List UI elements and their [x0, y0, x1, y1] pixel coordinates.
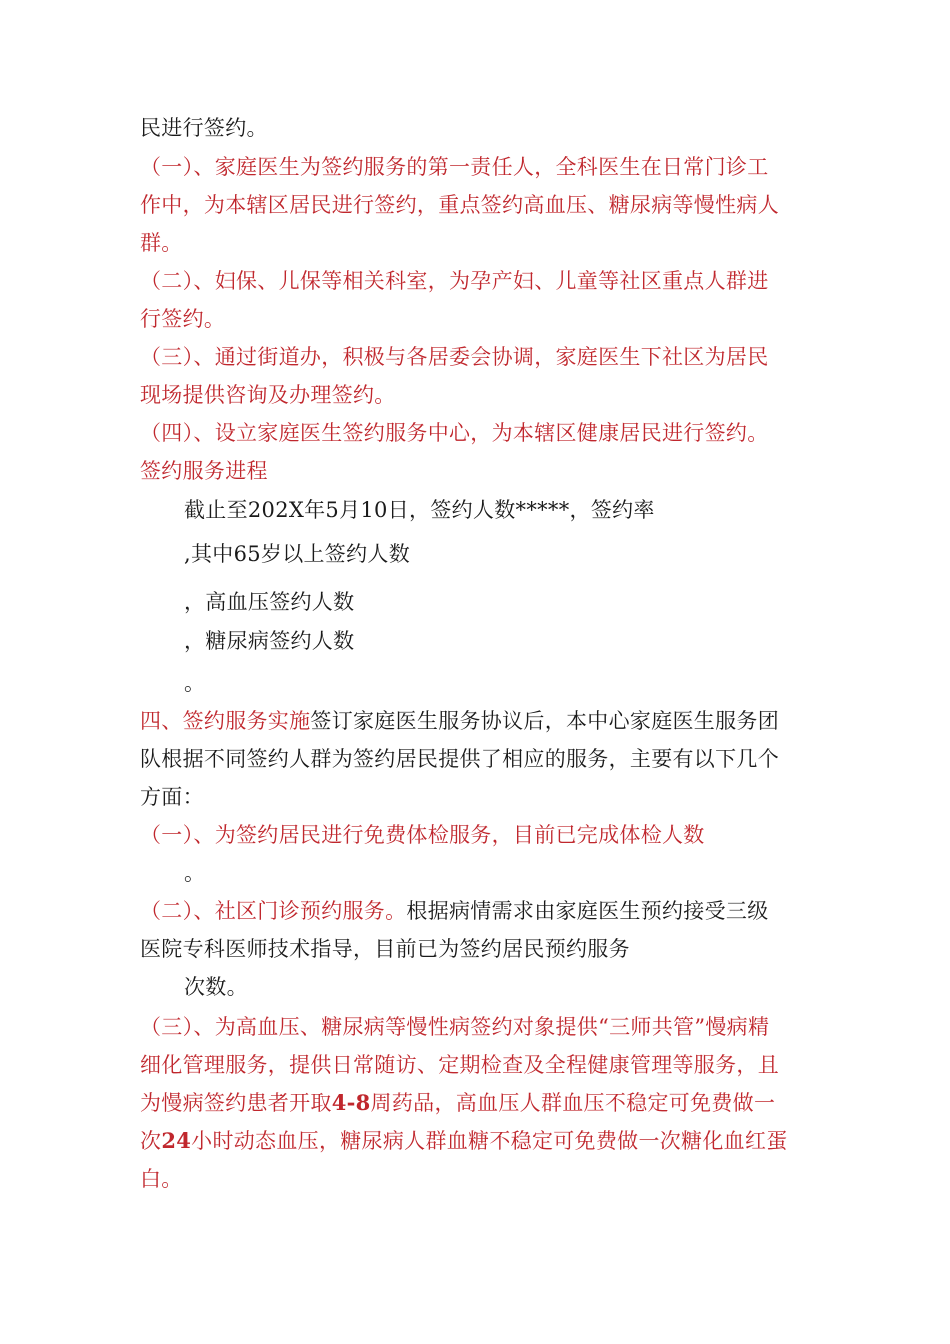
- text-line: ，高血压签约人数: [184, 590, 355, 614]
- section-heading: 四、签约服务实施: [140, 709, 311, 733]
- text-line: [140, 706, 779, 736]
- text-line: 方面：: [140, 785, 204, 809]
- text-line: （三）、通过街道办，积极与各居委会协调，家庭医生下社区为居民: [140, 345, 769, 369]
- text-span: 签订家庭医生服务协议后，本中心家庭医生服务团: [310, 709, 780, 733]
- text-line: 白。: [140, 1167, 183, 1191]
- section-heading: 签约服务进程: [140, 459, 268, 483]
- bold-number: 4-8: [331, 1090, 371, 1115]
- text-line: [140, 896, 769, 926]
- text-line: （一）、为签约居民进行免费体检服务，目前已完成体检人数: [140, 823, 705, 847]
- bold-number: 24: [161, 1128, 192, 1153]
- text-span: 周药品，高血压人群血压不稳定可免费做一: [370, 1091, 776, 1115]
- text-line: 。: [184, 671, 206, 695]
- text-line: 作中，为本辖区居民进行签约，重点签约高血压、糖尿病等慢性病人: [140, 193, 779, 217]
- text-span: 次: [140, 1129, 162, 1153]
- text-line: [140, 1126, 788, 1156]
- text-line: （二）、妇保、儿保等相关科室，为孕产妇、儿童等社区重点人群进: [140, 269, 769, 293]
- text-span: 根据病情需求由家庭医生预约接受三级: [406, 899, 769, 923]
- text-line: （一）、家庭医生为签约服务的第一责任人，全科医生在日常门诊工: [140, 155, 769, 179]
- text-line: ,其中65岁以上签约人数: [184, 542, 410, 566]
- text-line: 医院专科医师技术指导，目前已为签约居民预约服务: [140, 937, 630, 961]
- text-line: 截止至202X年5月10日，签约人数*****，签约率: [184, 498, 655, 522]
- text-line: （三）、为高血压、糖尿病等慢性病签约对象提供“三师共管”慢病精: [140, 1015, 770, 1039]
- text-span: 小时动态血压，糖尿病人群血糖不稳定可免费做一次糖化血红蛋: [191, 1129, 788, 1153]
- text-line: 现场提供咨询及办理签约。: [140, 383, 396, 407]
- text-line: （四）、设立家庭医生签约服务中心，为本辖区健康居民进行签约。: [140, 421, 769, 445]
- text-line: [140, 1088, 775, 1118]
- text-line: 细化管理服务，提供日常随访、定期检查及全程健康管理等服务，且: [140, 1053, 779, 1077]
- text-line: 民进行签约。: [140, 116, 268, 140]
- text-line: ，糖尿病签约人数: [184, 629, 355, 653]
- text-span: （二）、社区门诊预约服务。: [140, 899, 407, 923]
- text-line: 次数。: [184, 975, 248, 999]
- text-line: 。: [184, 861, 206, 885]
- text-line: 行签约。: [140, 307, 226, 331]
- text-span: 为慢病签约患者开取: [140, 1091, 332, 1115]
- text-line: 群。: [140, 231, 183, 255]
- text-line: 队根据不同签约人群为签约居民提供了相应的服务，主要有以下几个: [140, 747, 779, 771]
